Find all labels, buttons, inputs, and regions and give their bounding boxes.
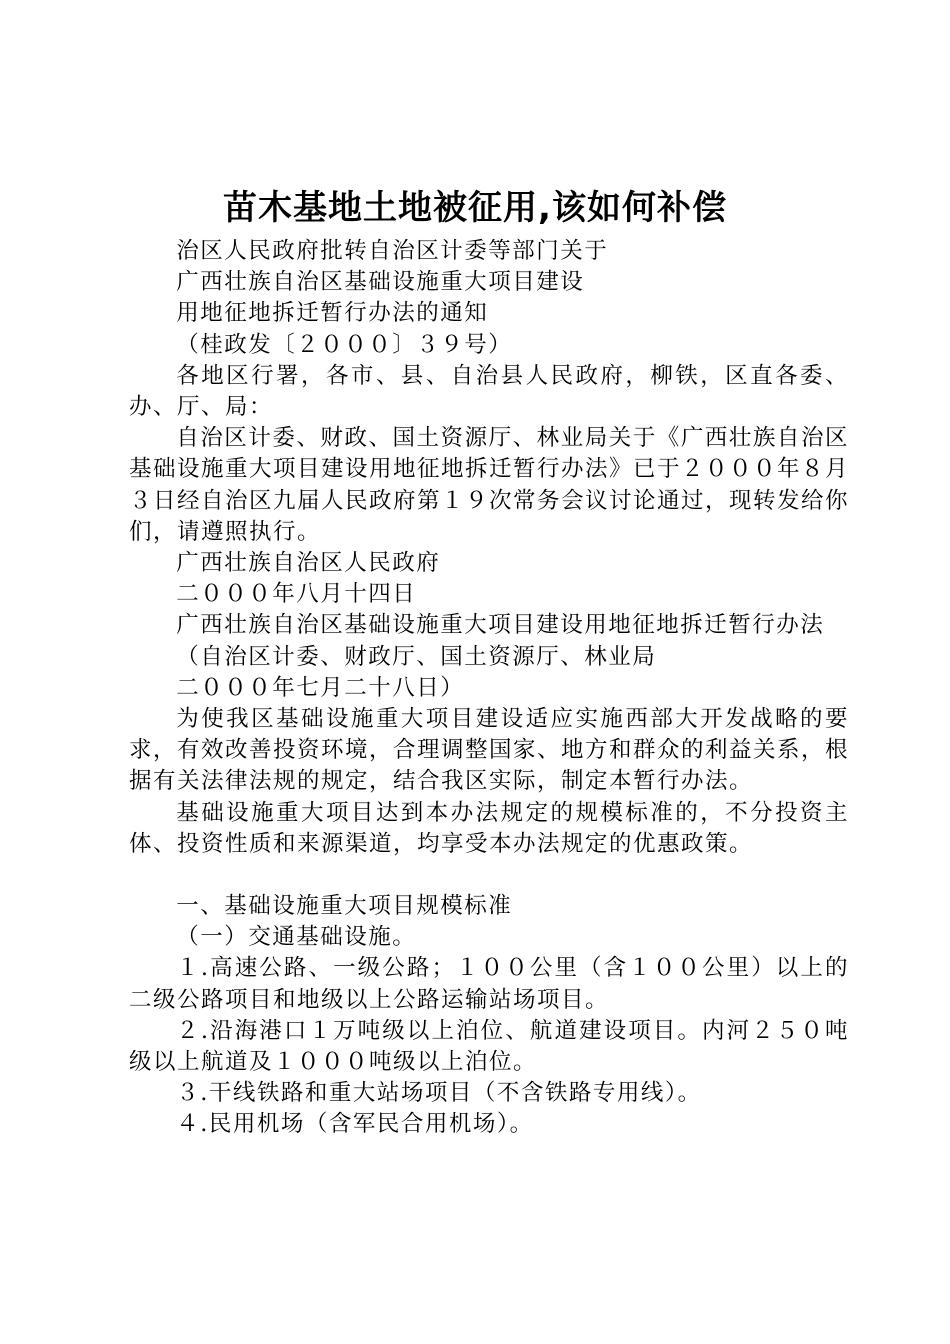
list-item-3: ３.干线铁路和重大站场项目（不含铁路专用线）。 [176, 1080, 702, 1107]
paragraph-scope: 基础设施重大项目达到本办法规定的规模标准的，不分投资主体、投资性质和来源渠道，均享受本办法规定的优惠政策。 [129, 799, 849, 857]
paragraph-addressees: 各地区行署，各市、县、自治县人民政府，柳铁，区直各委、办、厅、局： [129, 362, 849, 421]
document-body [129, 236, 849, 1141]
subsection-heading-transport: （一）交通基础设施。 [176, 924, 417, 951]
paragraph-issuer: 广西壮族自治区人民政府 [176, 550, 441, 577]
paragraph-issue-date: 二０００年八月十四日 [176, 581, 417, 608]
paragraph-document-number: （桂政发〔２０００〕３９号） [176, 331, 513, 358]
paragraph-measures-date: 二０００年七月二十八日） [176, 674, 465, 701]
paragraph-notice-line-3: 用地征地拆迁暂行办法的通知 [176, 300, 489, 327]
list-item-1: １.高速公路、一级公路；１００公里（含１００公里）以上的二级公路项目和地级以上公路运输站场项目。 [129, 955, 849, 1013]
list-item-2: ２.沿海港口１万吨级以上泊位、航道建设项目。内河２５０吨级以上航道及１０００吨级以上泊位。 [129, 1017, 849, 1076]
paragraph-measures-authors: （自治区计委、财政厅、国土资源厅、林业局 [176, 643, 657, 670]
paragraph-measures-title: 广西壮族自治区基础设施重大项目建设用地征地拆迁暂行办法 [176, 612, 825, 639]
document-title: 苗木基地土地被征用,该如何补偿 [223, 188, 727, 228]
paragraph-notice-line-2: 广西壮族自治区基础设施重大项目建设 [176, 269, 585, 296]
paragraph-forwarding-notice: 自治区计委、财政、国土资源厅、林业局关于《广西壮族自治区基础设施重大项目建设用地征地拆迁暂行办法》已于２０００年８月３日经自治区九届人民政府第１９次常务会议讨论通过，现转发给你们，请遵照执行。 [129, 425, 850, 545]
section-heading-1: 一、基础设施重大项目规模标准 [176, 893, 513, 920]
paragraph-notice-line-1: 治区人民政府批转自治区计委等部门关于 [176, 238, 609, 264]
paragraph-purpose: 为使我区基础设施重大项目建设适应实施西部大开发战略的要求，有效改善投资环境，合理调整国家、地方和群众的利益关系，根据有关法律法规的规定，结合我区实际，制定本暂行办法。 [129, 706, 850, 795]
list-item-4: ４.民用机场（含军民合用机场）。 [176, 1111, 534, 1138]
